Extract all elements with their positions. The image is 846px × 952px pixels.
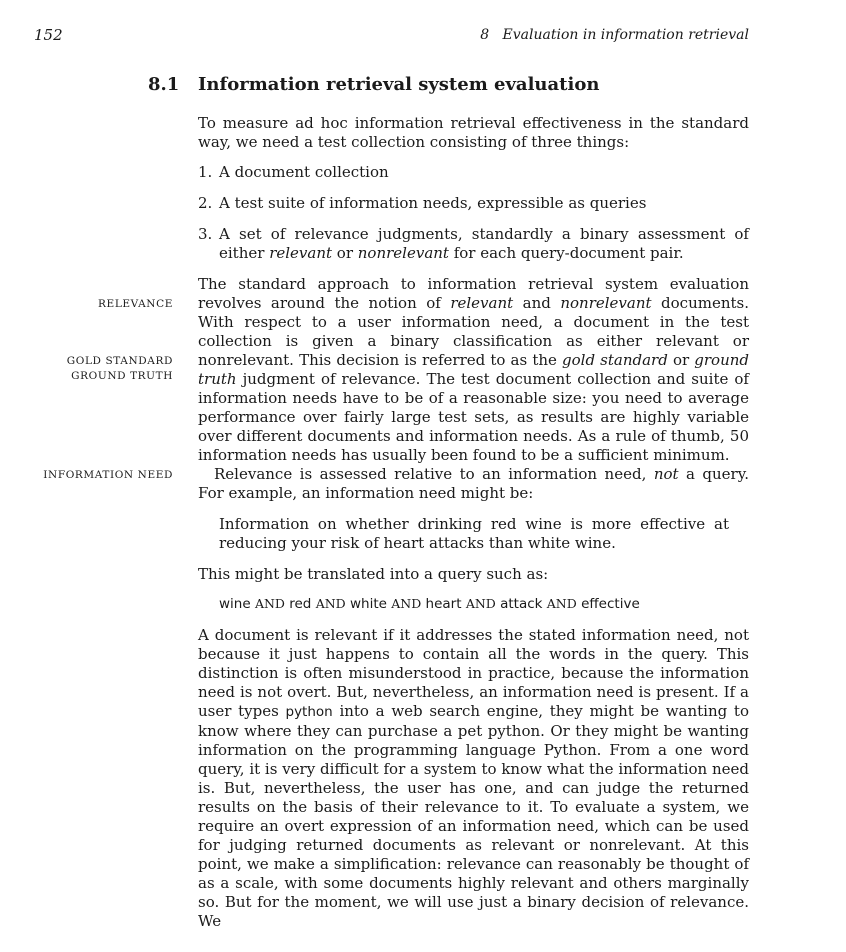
margin-note-relevance: RELEVANCE	[98, 298, 173, 310]
section-number: 8.1	[148, 74, 180, 95]
requirements-list	[198, 163, 749, 275]
page-number: 152	[34, 26, 63, 44]
margin-note-gold-standard: GOLD STANDARD	[66, 355, 173, 367]
relevance-discussion-paragraph: A document is relevant if it addresses the stated information need, not because it just happens to contain all the words in the query. This distinction is often misunderstood in practice, because the information need is not overt. But, nevertheless, an information need is present. If a user types python into a web search engine, they might be wanting to know where they can purchase a pet python. Or they might be wanting information on the programming language Python. From a one word query, it is very difficult for a system to know what the information need is. But, nevertheless, the user has one, and can judge the returned results on the basis of their relevance to it. To evaluate a system, we require an overt expression of an information need, which can be used for judging returned documents as relevant or nonrelevant. At this point, we make a simplification: relevance can reasonably be thought of as a scale, with some documents highly relevant and others marginally so. But for the moment, we will use just a binary decision of relevance. We	[198, 626, 749, 930]
list-item: 1. A document collection	[198, 163, 389, 181]
information-need-paragraph: Relevance is assessed relative to an information need, not a query. For example, an information need might be:	[198, 465, 749, 502]
translate-sentence: This might be translated into a query such as:	[198, 565, 549, 583]
example-query: wine AND red AND white AND heart AND attack AND effective	[219, 596, 640, 612]
example-quote: Information on whether drinking red wine is more effective at reducing your risk of heart attacks than white wine.	[219, 515, 729, 552]
margin-note-ground-truth: GROUND TRUTH	[71, 370, 173, 382]
running-header: 8 Evaluation in information retrieval	[480, 27, 749, 43]
list-item: 2. A test suite of information needs, expressible as queries	[198, 194, 647, 212]
list-item: 3. A set of relevance judgments, standardly a binary assessment of either relevant or nonrelevant for each query-document pair.	[198, 225, 749, 262]
standard-approach-paragraph: The standard approach to information retrieval system evaluation revolves around the notion of relevant and nonrelevant documents. With respect to a user information need, a document in the test collection is given a binary classification as either relevant or nonrelevant. This decision is referred to as the gold standard or ground truth judgment of relevance. The test document collection and suite of information needs have to be of a reasonable size: you need to average performance over fairly large test sets, as results are highly variable over different documents and information needs. As a rule of thumb, 50 information needs has usually been found to be a sufficient minimum.	[198, 275, 750, 464]
margin-note-information-need: INFORMATION NEED	[43, 469, 173, 481]
intro-paragraph: To measure ad hoc information retrieval effectiveness in the standard way, we need a test collection consisting of three things:	[198, 114, 749, 151]
section-title: Information retrieval system evaluation	[198, 74, 600, 95]
